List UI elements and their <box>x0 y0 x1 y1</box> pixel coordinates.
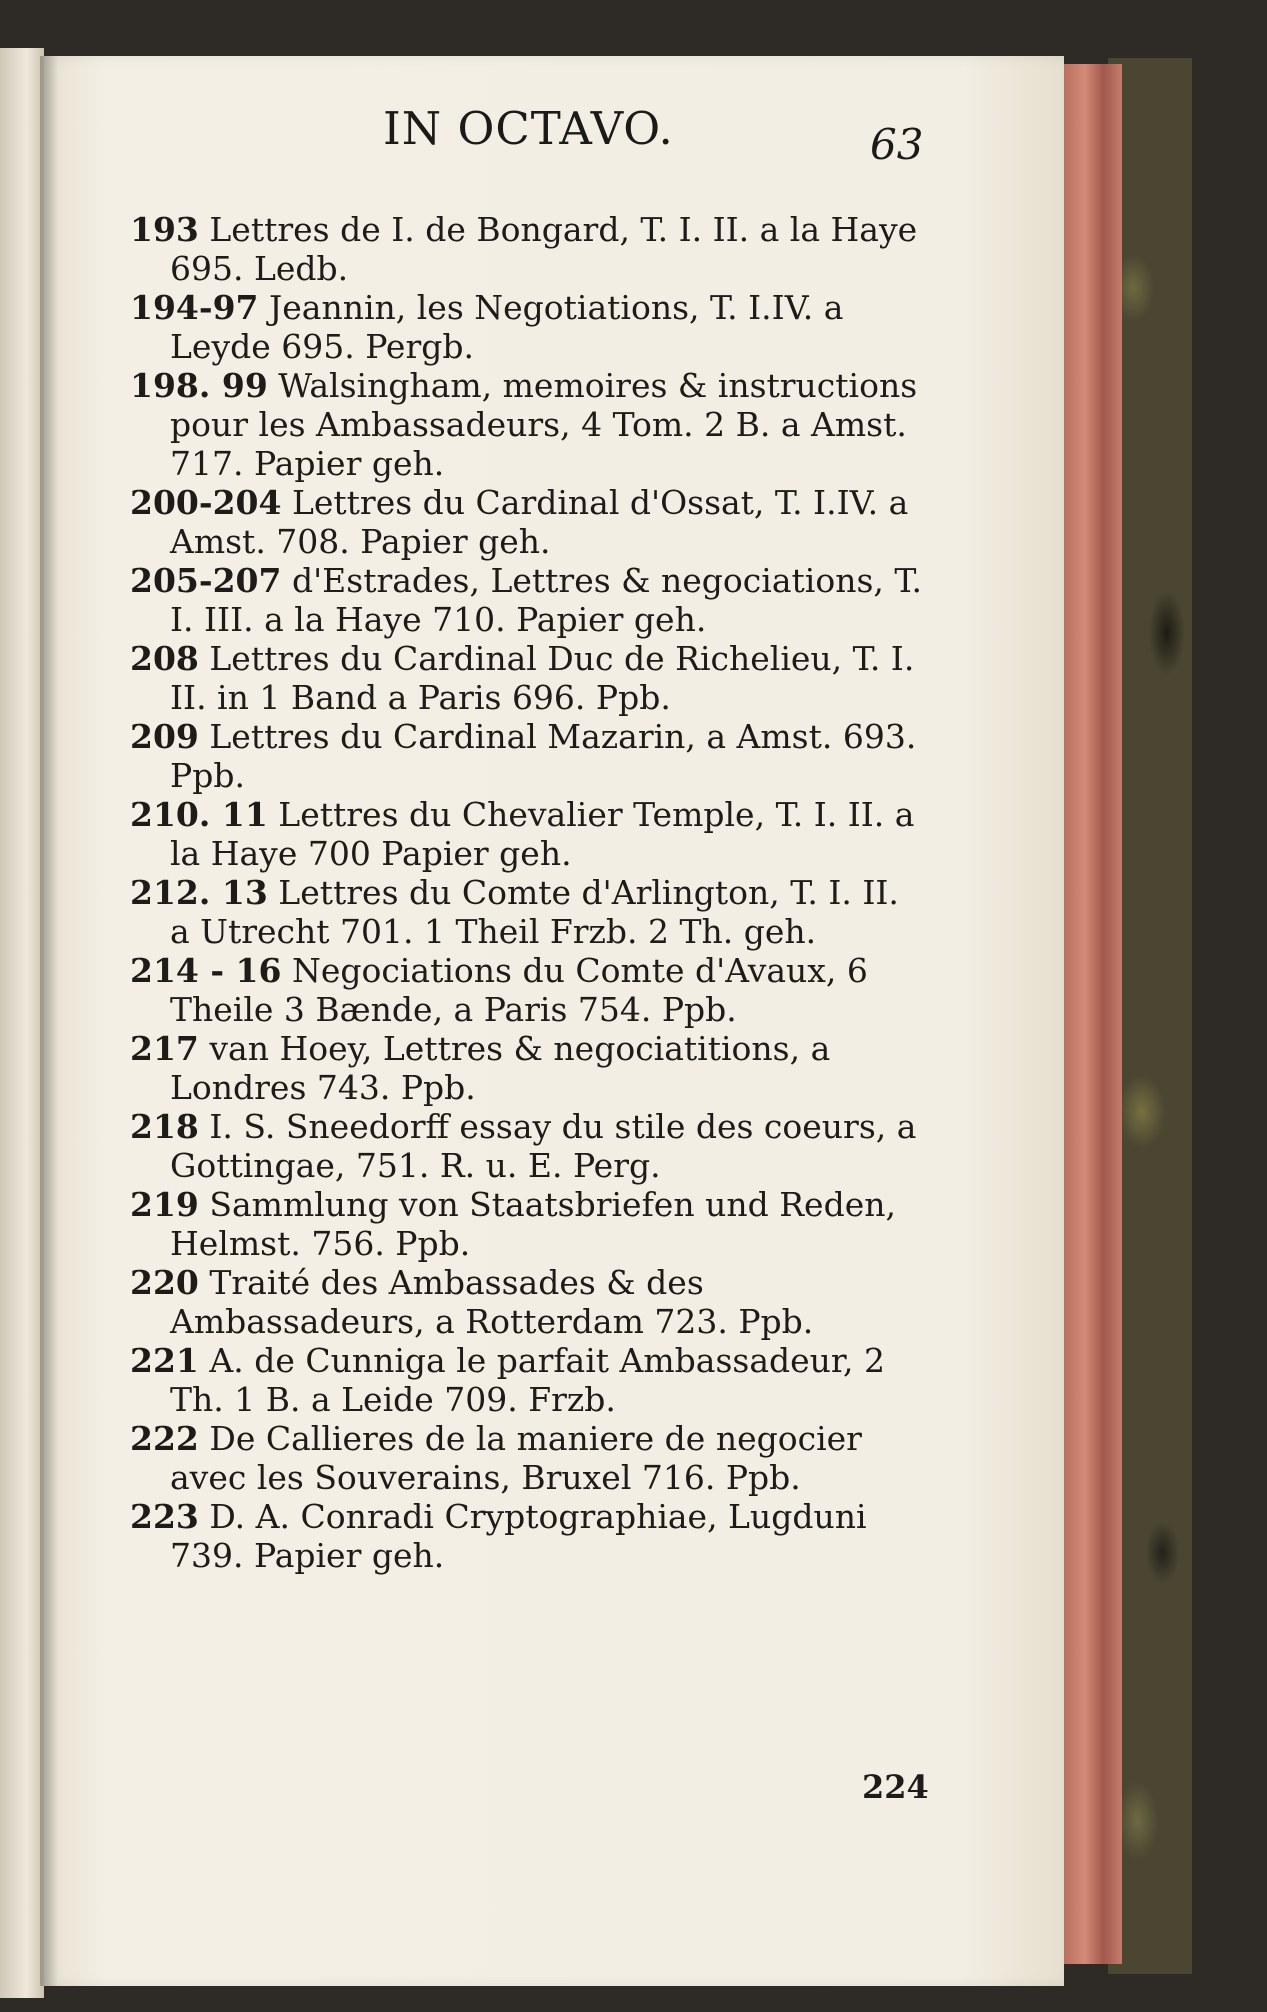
entry-text: Lettres du Chevalier Temple, T. I. II. a la Haye 700 Papier geh. <box>170 795 915 873</box>
entry-text: Lettres du Cardinal Mazarin, a Amst. 693. Ppb. <box>170 717 917 795</box>
catalogue-entry <box>130 288 928 366</box>
entry-text: I. S. Sneedorff essay du stile des coeurs, a Gottingae, 751. R. u. E. Perg. <box>170 1107 917 1185</box>
catalogue-entry <box>130 951 928 1029</box>
catalogue-entry <box>130 795 928 873</box>
page-number: 63 <box>870 120 924 169</box>
entry-number: 221 <box>130 1341 199 1380</box>
entry-number: 193 <box>130 210 199 249</box>
catalogue-entry <box>130 1263 928 1341</box>
catalogue-entry <box>130 1107 928 1185</box>
entry-number: 222 <box>130 1419 199 1458</box>
entry-text: Traité des Ambassades & des Ambassadeurs, a Rotterdam 723. Ppb. <box>170 1263 814 1341</box>
entry-text: Lettres du Cardinal Duc de Richelieu, T. I. II. in 1 Band a Paris 696. Ppb. <box>170 639 915 717</box>
catalogue-entry <box>130 1497 928 1575</box>
gutter-shadow <box>40 56 58 1986</box>
entry-number: 212. 13 <box>130 873 268 912</box>
catalogue-entry <box>130 639 928 717</box>
catalogue-entry <box>130 1029 928 1107</box>
catalogue-entry <box>130 210 928 288</box>
entry-text: Lettres du Comte d'Arlington, T. I. II. a Utrecht 701. 1 Theil Frzb. 2 Th. geh. <box>170 873 899 951</box>
entry-text: Lettres du Cardinal d'Ossat, T. I.IV. a Amst. 708. Papier geh. <box>170 483 909 561</box>
entry-number: 198. 99 <box>130 366 268 405</box>
red-page-edges <box>1060 64 1122 1964</box>
catalogue-entry <box>130 483 928 561</box>
entry-number: 220 <box>130 1263 199 1302</box>
entry-number: 217 <box>130 1029 199 1068</box>
catalogue-entry <box>130 1185 928 1263</box>
entry-text: Negociations du Comte d'Avaux, 6 Theile 3 Bænde, a Paris 754. Ppb. <box>170 951 868 1029</box>
entry-text: D. A. Conradi Cryptographiae, Lugduni 739. Papier geh. <box>170 1497 867 1575</box>
entry-number: 223 <box>130 1497 199 1536</box>
catalogue-entry <box>130 717 928 795</box>
catalogue-entry <box>130 1341 928 1419</box>
entry-text: van Hoey, Lettres & negociatitions, a Londres 743. Ppb. <box>170 1029 831 1107</box>
catalogue-entry <box>130 366 928 483</box>
entry-number: 200-204 <box>130 483 282 522</box>
entry-number: 210. 11 <box>130 795 268 834</box>
running-head: IN OCTAVO. <box>383 102 674 155</box>
entry-number: 209 <box>130 717 199 756</box>
entry-number: 219 <box>130 1185 199 1224</box>
catalogue-entry <box>130 873 928 951</box>
entry-text: De Callieres de la maniere de negocier avec les Souverains, Bruxel 716. Ppb. <box>170 1419 862 1497</box>
entry-text: Sammlung von Staatsbriefen und Reden, Helmst. 756. Ppb. <box>170 1185 896 1263</box>
entry-number: 218 <box>130 1107 199 1146</box>
facing-page-edge <box>0 48 44 1998</box>
entry-text: d'Estrades, Lettres & negociations, T. I. III. a la Haye 710. Papier geh. <box>170 561 923 639</box>
catalogue-entry <box>130 561 928 639</box>
entry-number: 205-207 <box>130 561 282 600</box>
entry-text: Walsingham, memoires & instructions pour les Ambassadeurs, 4 Tom. 2 B. a Amst. 717. Papier geh. <box>170 366 918 483</box>
catalogue-entry <box>130 1419 928 1497</box>
entry-text: Jeannin, les Negotiations, T. I.IV. a Leyde 695. Pergb. <box>170 288 844 366</box>
catalogue-entries <box>130 210 928 1575</box>
entry-text: Lettres de I. de Bongard, T. I. II. a la Haye 695. Ledb. <box>170 210 918 288</box>
entry-text: A. de Cunniga le parfait Ambassadeur, 2 Th. 1 B. a Leide 709. Frzb. <box>170 1341 886 1419</box>
entry-number: 208 <box>130 639 199 678</box>
catchword: 224 <box>862 1768 929 1806</box>
entry-number: 214 - 16 <box>130 951 282 990</box>
entry-number: 194-97 <box>130 288 259 327</box>
